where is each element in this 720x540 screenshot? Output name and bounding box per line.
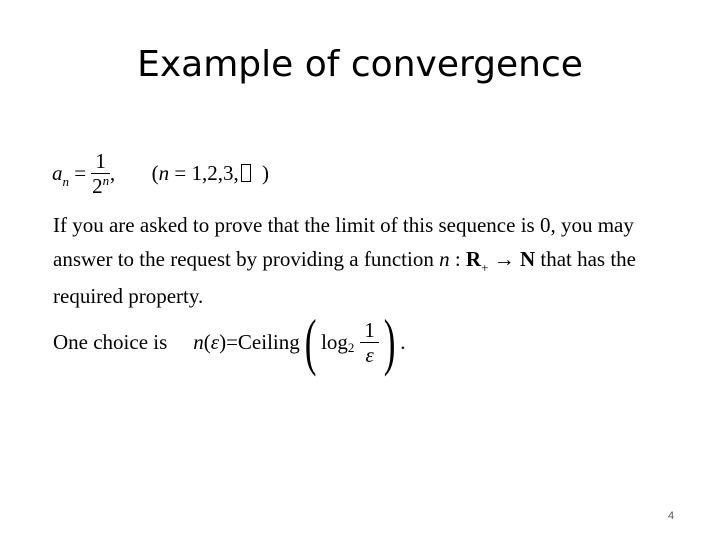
choice-lead: One choice is	[53, 329, 168, 354]
condition-values: 1,2,3,	[191, 160, 239, 185]
slide-title: Example of convergence	[137, 44, 583, 85]
condition-var: n	[158, 160, 170, 185]
colon: :	[449, 247, 466, 271]
fraction	[91, 150, 110, 200]
n-symbol: n	[193, 329, 204, 354]
big-left-paren: (	[304, 306, 317, 377]
condition-close-paren: )	[261, 160, 269, 185]
condition-equals: =	[174, 160, 187, 185]
den-exponent: n	[102, 173, 110, 188]
fraction-2	[360, 319, 379, 366]
page-number: 4	[668, 510, 675, 522]
ceiling-function: Ceiling	[237, 329, 300, 354]
explanation-paragraph	[53, 208, 693, 313]
sequence-symbol: a	[52, 160, 63, 185]
function-name: n	[439, 247, 450, 271]
missing-glyph-icon	[241, 164, 251, 182]
choice-equation	[53, 306, 406, 377]
equals-sign-2: =	[226, 329, 238, 354]
fraction-2-numerator: 1	[360, 319, 379, 343]
den-base: 2	[92, 174, 103, 198]
arrow: →	[488, 247, 520, 271]
fraction-2-denominator: ε	[365, 342, 374, 367]
fraction-denominator	[92, 174, 109, 200]
domain-set: R	[465, 247, 482, 271]
condition-open-paren: (	[151, 160, 159, 185]
paragraph-text-after: that has the required property.	[53, 247, 636, 308]
fraction-numerator: 1	[91, 150, 110, 174]
paragraph-text-before: If you are asked to prove that the limit of this sequence is 0, you may answer to the request by providing a function	[53, 213, 634, 271]
big-right-paren: )	[383, 306, 396, 377]
period: .	[400, 329, 406, 354]
log-symbol: log	[321, 329, 348, 354]
domain-subscript: +	[481, 260, 489, 275]
epsilon-symbol: ε	[210, 329, 220, 354]
comma: ,	[109, 160, 116, 185]
log-base: 2	[347, 340, 355, 355]
sequence-definition	[52, 150, 269, 200]
close-paren: )	[219, 329, 227, 354]
codomain-set: N	[519, 247, 536, 271]
open-paren: (	[203, 329, 211, 354]
equals-sign: =	[74, 160, 87, 185]
sequence-subscript: n	[62, 173, 69, 189]
